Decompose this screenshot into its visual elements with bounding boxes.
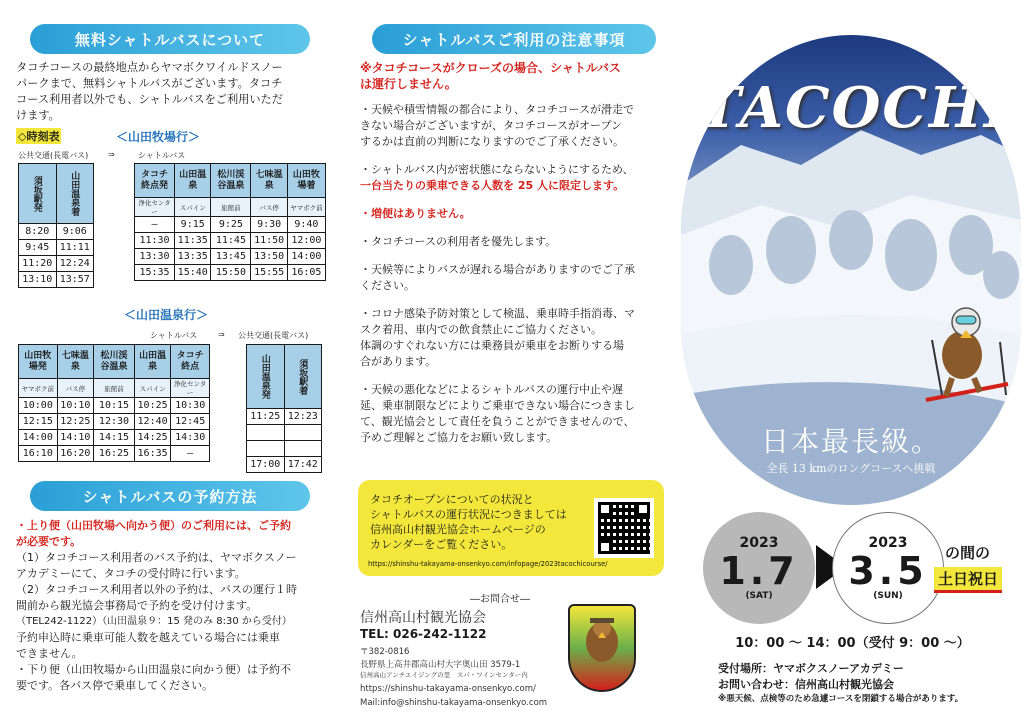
end-date-circle [832,512,944,624]
shuttle-label: シャトルバス [138,151,186,160]
skier-mascot-icon [922,300,1012,410]
org-name: 信州高山村観光協会 [360,610,486,626]
timetable-label: ◇時刻表 [18,130,60,143]
header-cell: 七味温泉 [57,345,94,379]
start-date-circle [703,512,815,624]
holiday-badge: 土日祝日 [934,567,1002,593]
inquiry-contact: お問い合わせ：信州高山村観光協会 [718,678,894,691]
end-day: (SUN) [873,591,903,601]
reservation-text: ・上り便（山田牧場へ向かう便）のご利用には、ご予約 が必要です。 （1）タコチコース利用者のバス予約は、ヤマボクスノー アカデミーにて、タコチの受付時に行います。 （2）タコチコース利用者以外の予約は、バスの運行１時 間前から観光協会事務局で予約を受け付けます。 （TEL242-1122）（山田温泉９：15 発のみ 8:30 から受付） 予約申込時に乗車可能人数を越えている場合には乗車 できません。 ・下り便（山田牧場から山田温泉に向かう便）は予約不 要です。各バス停で乗車してください。 [16,519,298,692]
hero-main-copy: 日本最長級。 [760,425,941,458]
table-row [247,441,322,457]
header-cell: 松川渓谷温泉 [211,164,251,198]
hero-image [681,35,1021,505]
mascot-logo-icon [568,604,636,692]
table-row: 13:30 13:35 13:45 13:50 14:00 [135,249,326,265]
shuttle-label-2: シャトルバス [150,331,198,340]
table-row: 12:15 12:25 12:30 12:40 12:45 [19,414,210,430]
header-cell: タコチ終点発 [135,164,175,198]
table-row: 9:45 11:11 [19,240,94,256]
table-row: 10:00 10:10 10:15 10:25 10:30 [19,398,210,414]
between-label: の間の [945,544,991,562]
notes-text: ※タコチコースがクローズの場合、シャトルバス は運行しません。 ・天候や積雪情報の都合により、タコチコースが滑走で きない場合がございますが、タコチコースがオープン するかは直前の判断になりますのでご了承ください。 ・シャトルバス内が密状態にならないようにするため、 一台当たりの乗車できる人数を 25 人に限定します。 ・増便はありません。 ・タコチコースの利用者を優先します。 ・天候等によりバスが遅れる場合がありますのでご了承 ください。 ・コロナ感染予防対策として検温、乗車時手指消毒、マ スク着用、車内での飲食禁止にご協力ください。 体調のすぐれない方には乗務員が乗車をお断りする場 合があります。 ・天候の悪化などによるシャトルバスの運行中止や遅 延、乗車制限などによりご乗車できない場合につきまし て、観光協会として責任を負うことができませんので、 予めご理解とご協力をお願い致します。 [360,61,635,444]
header-cell: 山田牧場着 [287,164,325,198]
arrow-label-2: ⇒ [218,330,225,339]
operating-hours: 10：00 ～ 14：00（受付 9：00 ～） [735,636,970,651]
table-suzaka-to-yamada [18,163,94,288]
hero-sub-copy: 全長 13 kmのロングコースへ挑戦 [766,462,936,475]
table-row: 11:30 11:35 11:45 11:50 12:00 [135,233,326,249]
start-date: 1.7 [719,549,799,593]
header-cell: タコチ終点 [171,345,210,379]
header-cell: 松川渓谷温泉 [94,345,135,379]
contact-heading: ―お問合せ― [470,594,530,605]
intro-text: タコチコースの最終地点からヤマボクワイルドスノー パークまで、無料シャトルバスがございます。タコチ コース利用者以外でも、シャトルバスをご利用いただ けます。 [16,61,283,122]
end-year: 2023 [868,535,908,551]
qr-code-icon[interactable] [594,498,654,558]
hero-title: TACOCHI [699,75,1013,141]
arrow-label: ⇒ [108,150,115,159]
callout-url[interactable]: https://shinshu-takayama-onsenkyo.com/infopage/2023tacochicourse/ [368,560,608,568]
table-shuttle-to-yamada-bokujo: タコチ終点発 山田温泉 松川渓谷温泉 七味温泉 山田牧場着 浄化センター スパイン 旅館前 バス停 ヤマボク前 – 9:15 9:25 9:30 9:40 11:30 11:35 11:45 11:50 12:00 13:30 13:35 13:45 13:50 14:00 15:35 15:40 15:50 15:55 16:05 [134,163,326,281]
table-row: – 9:15 9:25 9:30 9:40 [135,217,326,233]
table-row: 13:10 13:57 [19,272,94,288]
org-zip: 〒382-0816 [360,647,410,657]
org-mail-link[interactable]: Mail:info@shinshu-takayama-onsenkyo.com [360,698,548,708]
public-bus-label: 公共交通(長電バス) [18,151,89,160]
header-cell: 山田温泉 [175,164,211,198]
table-row [247,425,322,441]
start-year: 2023 [739,535,779,551]
header-cell: 須坂駅着 [284,345,322,409]
table-row: 15:35 15:40 15:50 15:55 16:05 [135,265,326,281]
table-shuttle-to-yamada-onsen: 山田牧場発 七味温泉 松川渓谷温泉 山田温泉 タコチ終点 ヤマボク前 バス停 旅館前 スパイン 浄化センター 10:00 10:10 10:15 10:25 10:30 12:15 12:25 12:30 12:40 12:45 14:00 14:10 14:15 14:25 14:30 16:10 16:20 16:25 16:35 – [18,344,210,462]
start-day: (SAT) [745,591,773,601]
reservation-heading: シャトルバスの予約方法 [30,481,310,511]
header-cell: 山田温泉発 [247,345,285,409]
info-callout [358,480,664,576]
table-row: 14:00 14:10 14:15 14:25 14:30 [19,430,210,446]
free-shuttle-heading: 無料シャトルバスについて [30,24,310,54]
header-cell: 山田牧場発 [19,345,58,379]
table-row: 17:00 17:42 [247,457,322,473]
reception-place: 受付場所：ヤマボクスノーアカデミー [718,662,904,675]
table-row: 11:25 12:23 [247,409,322,425]
header-cell: 須坂駅発 [19,164,57,224]
end-date: 3.5 [848,549,928,593]
mascot-logo-svg [570,606,634,690]
header-cell: 山田温泉着 [56,164,94,224]
org-tel: TEL: 026-242-1122 [360,627,487,641]
public-bus-label-2: 公共交通(長電バス) [238,331,309,340]
header-cell: 山田温泉 [134,345,171,379]
table-yamada-to-suzaka [246,344,322,473]
route1-title: ＜山田牧場行＞ [116,130,201,144]
table-row: 8:20 9:06 [19,224,94,240]
table-row: 16:10 16:20 16:25 16:35 – [19,446,210,462]
closure-note: ※悪天候、点検等のため急遽コースを閉鎖する場合があります。 [718,694,964,704]
notes-heading: シャトルバスご利用の注意事項 [372,24,656,54]
route2-title: ＜山田温泉行＞ [124,308,209,322]
org-website-link[interactable]: https://shinshu-takayama-onsenkyo.com/ [360,684,536,694]
org-address: 長野県上高井郡高山村大字奥山田 3579-1 [360,660,521,670]
header-cell: 七味温泉 [251,164,287,198]
callout-text: タコチオープンについての状況と シャトルバスの運行状況につきましては 信州高山村観光協会ホームページの カレンダーをご覧ください。 [370,493,567,551]
org-sub-address: 信州高山アンチエイジングの里 スパ・ワインセンター内 [360,671,528,679]
table-row: 11:20 12:24 [19,256,94,272]
